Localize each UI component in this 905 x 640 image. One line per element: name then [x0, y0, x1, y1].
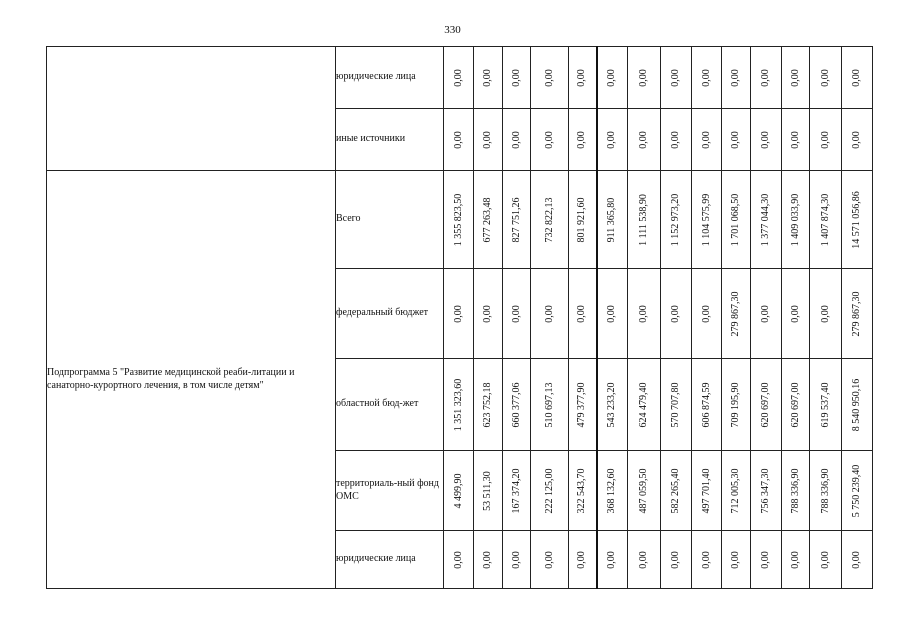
value-cell [782, 171, 810, 269]
value-text: 0,00 [819, 304, 831, 323]
value-cell [503, 171, 531, 269]
value-text: 0,00 [759, 550, 771, 569]
value-cell [782, 359, 810, 451]
value-cell [661, 47, 692, 109]
value-text: 8 540 950,16 [850, 378, 862, 431]
value-text: 624 479,40 [637, 382, 649, 427]
value-text: 4 499,90 [452, 473, 464, 508]
value-text: 0,00 [543, 304, 555, 323]
value-text: 1 351 323,60 [452, 378, 464, 431]
value-cell [597, 359, 628, 451]
value-text: 570 707,80 [669, 382, 681, 427]
value-text: 0,00 [576, 68, 587, 87]
value-cell [597, 47, 628, 109]
value-cell [842, 171, 873, 269]
value-text: 0,00 [637, 304, 649, 323]
value-cell [597, 531, 628, 589]
value-cell [722, 451, 751, 531]
value-cell [474, 171, 503, 269]
value-cell [628, 531, 661, 589]
value-cell [751, 531, 782, 589]
value-cell [661, 269, 692, 359]
value-cell [444, 269, 474, 359]
funding-source-cell: областной бюд-жет [336, 359, 444, 451]
value-text: 0,00 [669, 304, 681, 323]
value-text: 0,00 [789, 130, 801, 149]
value-text: 0,00 [759, 68, 771, 87]
value-text: 497 701,40 [700, 468, 712, 513]
value-cell [474, 109, 503, 171]
value-cell [569, 531, 597, 589]
value-cell [569, 47, 597, 109]
value-text: 5 750 239,40 [850, 464, 862, 517]
value-text: 0,00 [481, 130, 493, 149]
funding-source-cell: иные источники [336, 109, 444, 171]
value-cell [444, 47, 474, 109]
value-text: 801 921,60 [576, 197, 587, 242]
value-cell [842, 47, 873, 109]
value-text: 14 571 056,86 [850, 190, 862, 249]
value-text: 0,00 [452, 550, 464, 569]
value-cell [782, 531, 810, 589]
value-cell [722, 171, 751, 269]
value-text: 0,00 [481, 304, 493, 323]
value-cell [661, 359, 692, 451]
value-cell [842, 109, 873, 171]
value-text: 1 104 575,99 [700, 193, 712, 246]
value-text: 1 409 033,90 [789, 193, 801, 246]
value-cell [569, 359, 597, 451]
funding-source-cell: федеральный бюджет [336, 269, 444, 359]
value-text: 911 365,80 [606, 197, 617, 242]
value-cell [810, 531, 842, 589]
value-cell [692, 269, 722, 359]
value-cell [692, 47, 722, 109]
value-text: 1 701 068,50 [729, 193, 741, 246]
value-cell [842, 269, 873, 359]
value-text: 1 111 538,90 [637, 193, 649, 246]
value-cell [692, 451, 722, 531]
value-cell [842, 451, 873, 531]
value-cell [597, 451, 628, 531]
value-cell [692, 531, 722, 589]
value-text: 0,00 [850, 68, 862, 87]
value-text: 0,00 [543, 68, 555, 87]
value-cell [569, 109, 597, 171]
value-cell [722, 359, 751, 451]
value-text: 0,00 [510, 304, 522, 323]
value-text: 0,00 [669, 130, 681, 149]
value-cell [661, 451, 692, 531]
value-cell [810, 109, 842, 171]
value-cell [503, 47, 531, 109]
value-text: 0,00 [606, 304, 617, 323]
value-text: 756 347,30 [759, 468, 771, 513]
value-cell [531, 359, 569, 451]
value-text: 0,00 [637, 68, 649, 87]
value-cell [628, 47, 661, 109]
value-text: 0,00 [606, 68, 617, 87]
value-text: 0,00 [789, 68, 801, 87]
value-cell [474, 359, 503, 451]
value-text: 0,00 [510, 550, 522, 569]
budget-table-body [47, 47, 873, 589]
value-text: 0,00 [729, 130, 741, 149]
value-cell [531, 47, 569, 109]
value-cell [661, 171, 692, 269]
value-text: 322 543,70 [576, 468, 587, 513]
value-text: 0,00 [606, 550, 617, 569]
program-cell-empty [47, 47, 336, 171]
value-cell [722, 269, 751, 359]
value-cell [503, 269, 531, 359]
value-cell [782, 47, 810, 109]
page-number: 330 [444, 24, 461, 36]
value-text: 0,00 [606, 130, 617, 149]
value-cell [503, 531, 531, 589]
value-cell [751, 359, 782, 451]
value-text: 620 697,00 [789, 382, 801, 427]
value-cell [569, 171, 597, 269]
funding-source-cell: Всего [336, 171, 444, 269]
value-cell [628, 269, 661, 359]
table-row [47, 47, 873, 109]
value-text: 606 874,59 [700, 382, 712, 427]
value-text: 788 336,90 [819, 468, 831, 513]
value-cell [474, 269, 503, 359]
value-cell [782, 451, 810, 531]
value-cell [810, 269, 842, 359]
value-cell [474, 47, 503, 109]
value-text: 0,00 [510, 68, 522, 87]
value-cell [503, 109, 531, 171]
value-text: 677 263,48 [481, 197, 493, 242]
value-text: 0,00 [729, 550, 741, 569]
value-cell [444, 359, 474, 451]
value-cell [597, 109, 628, 171]
value-text: 279 867,30 [729, 291, 741, 336]
value-cell [444, 109, 474, 171]
value-text: 222 125,00 [543, 468, 555, 513]
value-text: 0,00 [700, 130, 712, 149]
value-text: 0,00 [510, 130, 522, 149]
value-cell [661, 531, 692, 589]
value-cell [661, 109, 692, 171]
value-text: 0,00 [576, 130, 587, 149]
value-text: 1 377 044,30 [759, 193, 771, 246]
value-text: 479 377,90 [576, 382, 587, 427]
value-text: 582 265,40 [669, 468, 681, 513]
value-text: 0,00 [637, 130, 649, 149]
value-cell [597, 269, 628, 359]
value-cell [597, 171, 628, 269]
funding-source-cell: территориаль-ный фонд ОМС [336, 451, 444, 531]
value-text: 0,00 [819, 550, 831, 569]
value-cell [531, 531, 569, 589]
value-cell [628, 359, 661, 451]
value-cell [628, 451, 661, 531]
value-text: 0,00 [700, 550, 712, 569]
value-cell [810, 47, 842, 109]
value-text: 0,00 [452, 304, 464, 323]
budget-table [46, 46, 873, 589]
value-cell [722, 47, 751, 109]
value-cell [503, 359, 531, 451]
value-cell [842, 531, 873, 589]
value-text: 0,00 [481, 550, 493, 569]
value-text: 0,00 [700, 304, 712, 323]
value-cell [531, 171, 569, 269]
value-cell [531, 451, 569, 531]
value-text: 0,00 [669, 68, 681, 87]
value-text: 0,00 [850, 550, 862, 569]
value-text: 0,00 [759, 130, 771, 149]
value-text: 0,00 [819, 68, 831, 87]
table-row [47, 171, 873, 269]
value-text: 0,00 [543, 550, 555, 569]
value-cell [751, 47, 782, 109]
value-cell [722, 109, 751, 171]
value-cell [782, 269, 810, 359]
value-cell [569, 451, 597, 531]
value-text: 1 152 973,20 [669, 193, 681, 246]
value-text: 788 336,90 [789, 468, 801, 513]
value-text: 732 822,13 [543, 197, 555, 242]
value-text: 0,00 [700, 68, 712, 87]
value-text: 487 059,50 [637, 468, 649, 513]
value-cell [444, 171, 474, 269]
value-text: 0,00 [576, 304, 587, 323]
value-text: 167 374,20 [510, 468, 522, 513]
value-cell [628, 171, 661, 269]
value-text: 1 355 823,50 [452, 193, 464, 246]
value-text: 712 005,30 [729, 468, 741, 513]
value-cell [531, 109, 569, 171]
value-cell [628, 109, 661, 171]
value-text: 0,00 [452, 130, 464, 149]
value-cell [692, 171, 722, 269]
value-text: 0,00 [850, 130, 862, 149]
value-text: 0,00 [669, 550, 681, 569]
value-cell [782, 109, 810, 171]
value-cell [531, 269, 569, 359]
value-cell [444, 531, 474, 589]
value-text: 0,00 [637, 550, 649, 569]
value-text: 0,00 [543, 130, 555, 149]
value-text: 279 867,30 [850, 291, 862, 336]
value-text: 0,00 [789, 550, 801, 569]
value-cell [810, 359, 842, 451]
value-cell [569, 269, 597, 359]
value-cell [810, 171, 842, 269]
value-cell [751, 269, 782, 359]
value-cell [444, 451, 474, 531]
value-cell [722, 531, 751, 589]
value-cell [692, 109, 722, 171]
value-cell [810, 451, 842, 531]
value-text: 660 377,06 [510, 382, 522, 427]
value-cell [474, 531, 503, 589]
program-name-cell: Подпрограмма 5 "Развитие медицинской реаби-литации и санаторно-курортного лечения, в том числе детям" [47, 171, 336, 589]
value-text: 709 195,90 [729, 382, 741, 427]
value-text: 543 233,20 [606, 382, 617, 427]
value-text: 620 697,00 [759, 382, 771, 427]
value-cell [474, 451, 503, 531]
value-text: 0,00 [576, 550, 587, 569]
funding-source-cell: юридические лица [336, 47, 444, 109]
value-cell [751, 109, 782, 171]
value-text: 53 511,30 [481, 470, 493, 511]
value-text: 0,00 [481, 68, 493, 87]
funding-source-cell: юридические лица [336, 531, 444, 589]
value-cell [751, 171, 782, 269]
value-text: 0,00 [452, 68, 464, 87]
value-text: 827 751,26 [510, 197, 522, 242]
value-cell [842, 359, 873, 451]
value-text: 510 697,13 [543, 382, 555, 427]
value-text: 0,00 [819, 130, 831, 149]
value-text: 619 537,40 [819, 382, 831, 427]
value-cell [503, 451, 531, 531]
value-text: 368 132,60 [606, 468, 617, 513]
value-text: 0,00 [729, 68, 741, 87]
value-text: 0,00 [759, 304, 771, 323]
value-cell [751, 451, 782, 531]
value-text: 1 407 874,30 [819, 193, 831, 246]
value-text: 0,00 [789, 304, 801, 323]
value-text: 623 752,18 [481, 382, 493, 427]
value-cell [692, 359, 722, 451]
